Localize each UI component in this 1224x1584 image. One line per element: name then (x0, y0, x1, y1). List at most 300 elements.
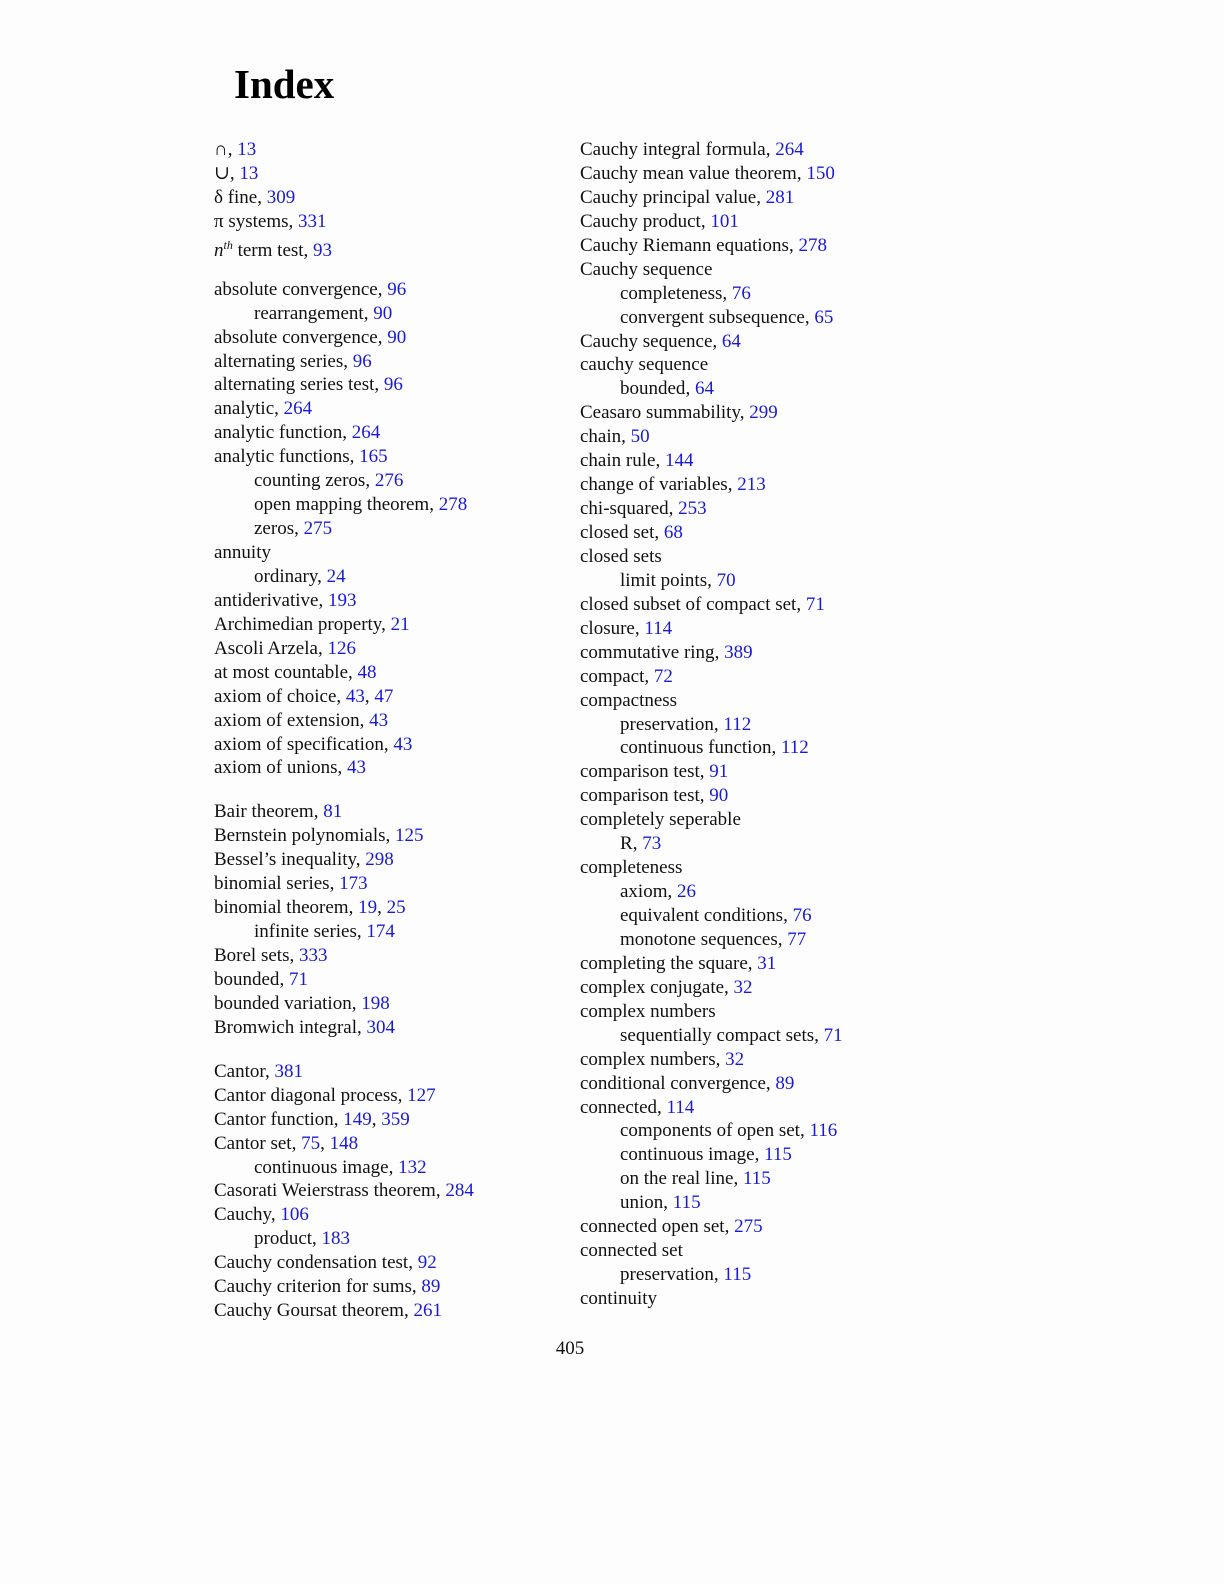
page-link[interactable]: 32 (725, 1048, 745, 1070)
index-entry (580, 760, 980, 784)
index-entry (580, 330, 980, 354)
page-link[interactable]: 81 (323, 801, 343, 823)
index-separator: , (747, 952, 758, 974)
index-term: absolute convergence (214, 278, 378, 300)
index-entry (214, 1251, 574, 1275)
page-link[interactable]: 132 (398, 1156, 427, 1178)
index-term: Cauchy (214, 1204, 271, 1226)
index-term-tail: term test (232, 239, 304, 261)
index-term: antiderivative (214, 589, 319, 611)
page-link[interactable]: 309 (266, 186, 296, 208)
index-subentry (580, 282, 980, 306)
index-title: Index (234, 61, 335, 107)
page-link[interactable]: 264 (351, 422, 381, 444)
page-link[interactable]: 47 (374, 685, 394, 707)
index-subentry (580, 1167, 980, 1191)
page-link[interactable]: 115 (742, 1168, 771, 1190)
index-term: axiom of unions (214, 757, 338, 779)
index-separator: , (288, 210, 299, 232)
index-separator: , (771, 737, 781, 759)
index-entry (580, 186, 980, 210)
index-separator: , (668, 498, 679, 520)
index-entry (214, 397, 574, 421)
index-separator: , (294, 518, 304, 540)
index-term: rearrangement (254, 302, 364, 324)
index-separator: , (355, 849, 366, 871)
index-separator: , (707, 569, 717, 591)
index-separator: , (318, 589, 328, 611)
page-link[interactable]: 198 (361, 992, 390, 1014)
index-term: Cauchy integral formula (580, 139, 766, 160)
page-link[interactable]: 50 (630, 426, 650, 448)
index-entry (214, 1299, 574, 1323)
index-term: Casorati Weierstrass theorem (214, 1180, 436, 1202)
page-link[interactable]: 115 (764, 1144, 792, 1166)
index-separator: , (343, 350, 353, 372)
page-link[interactable]: 71 (823, 1024, 843, 1046)
page-link[interactable]: 112 (723, 713, 752, 735)
page-link[interactable]: 21 (390, 613, 410, 635)
index-entry (580, 425, 980, 449)
index-entry (580, 617, 980, 641)
index-entry (214, 589, 574, 613)
index-term: continuous function (620, 737, 772, 759)
index-term: alternating series test (214, 374, 375, 396)
index-column-left (214, 138, 574, 1323)
index-term: analytic function (214, 422, 343, 444)
page-link[interactable]: 381 (274, 1060, 303, 1082)
index-entry (214, 1132, 574, 1156)
page-link[interactable]: 43 (369, 709, 389, 731)
page-link[interactable]: 115 (723, 1264, 752, 1286)
index-term: comparison test (580, 761, 700, 783)
index-separator: , (337, 757, 347, 779)
page-link[interactable]: 278 (798, 234, 827, 256)
page-link[interactable]: 333 (298, 945, 328, 966)
index-separator: , (351, 992, 362, 1014)
index-separator: , (257, 186, 267, 208)
index-term: analytic (214, 398, 275, 420)
index-term: ∪ (214, 162, 230, 184)
page-link[interactable]: 126 (327, 637, 356, 659)
index-separator: , (313, 801, 324, 823)
index-term: continuous image (254, 1156, 389, 1178)
page-link[interactable]: 253 (678, 498, 707, 520)
index-term: ordinary (254, 565, 318, 587)
page-link[interactable]: 276 (374, 470, 404, 492)
index-term: Cauchy criterion for sums (214, 1276, 412, 1298)
index-term: components of open set (620, 1120, 800, 1142)
index-term: bounded (620, 378, 686, 400)
index-entry (214, 1275, 574, 1299)
page-link[interactable]: 68 (663, 522, 683, 543)
index-entry (580, 353, 980, 377)
index-entry (580, 1287, 980, 1311)
page-link[interactable]: 92 (417, 1252, 437, 1274)
index-separator: , (722, 282, 732, 304)
index-separator: , (699, 785, 710, 807)
index-entry (580, 593, 980, 617)
index-term: conditional convergence (580, 1072, 766, 1094)
index-entry (214, 1203, 574, 1227)
index-separator: , (264, 1060, 275, 1082)
index-separator: , (388, 1156, 399, 1178)
index-subentry (580, 1119, 980, 1143)
index-separator: , (381, 613, 391, 635)
index-term: zeros (254, 518, 295, 540)
index-term: analytic functions (214, 446, 350, 468)
index-entry (214, 373, 574, 397)
index-term: Cauchy principal value (580, 186, 757, 208)
index-subentry (580, 832, 980, 856)
index-term: compactness (580, 689, 678, 711)
index-separator: , (699, 761, 710, 783)
index-separator: , (229, 162, 240, 184)
index-entry (214, 162, 574, 186)
page-link[interactable]: 31 (757, 952, 777, 974)
page-link[interactable]: 72 (653, 665, 673, 687)
index-separator: , (714, 641, 725, 663)
page-link[interactable]: 90 (709, 785, 729, 807)
page-link[interactable]: 173 (339, 873, 368, 895)
index-entry (214, 661, 574, 685)
index-entry (214, 709, 574, 733)
index-entry (580, 784, 980, 808)
index-term: union (620, 1192, 664, 1214)
index-separator: , (739, 402, 750, 424)
index-term: at most countable (214, 661, 349, 683)
index-term: cauchy sequence (580, 354, 709, 376)
index-term: Cauchy sequence (580, 330, 713, 352)
page-link[interactable]: 114 (644, 617, 673, 639)
page-link[interactable]: 115 (672, 1192, 701, 1214)
index-separator: , (799, 1120, 810, 1142)
index-entry (580, 138, 980, 162)
index-entry (214, 613, 574, 637)
index-entry (214, 1016, 574, 1040)
index-separator: , (685, 378, 695, 400)
index-subentry (580, 736, 980, 760)
index-term: Cauchy Riemann equations (580, 234, 789, 256)
index-separator: , (342, 422, 352, 444)
page-link[interactable]: 76 (731, 282, 751, 304)
index-term: continuity (580, 1288, 658, 1309)
index-separator: , (317, 637, 328, 659)
index-separator: , (371, 1108, 382, 1130)
index-subentry (214, 302, 574, 326)
page-link[interactable]: 13 (237, 139, 257, 160)
page-link[interactable]: 101 (710, 210, 739, 232)
page-link[interactable]: 75 (301, 1132, 321, 1154)
index-subentry (580, 880, 980, 904)
index-term: axiom of extension (214, 709, 360, 731)
index-separator: , (385, 825, 396, 847)
index-separator: , (727, 474, 738, 496)
page-link[interactable]: 106 (280, 1204, 309, 1226)
index-term: completing the square (580, 952, 748, 974)
index-separator: , (270, 1204, 281, 1226)
page-link[interactable]: 71 (805, 593, 825, 615)
index-subentry (214, 1156, 574, 1180)
index-entry (214, 848, 574, 872)
page-link[interactable]: 64 (721, 330, 741, 352)
page-link[interactable]: 73 (642, 833, 662, 855)
page-link[interactable]: 264 (775, 139, 804, 160)
index-separator: , (348, 897, 359, 919)
index-separator: , (397, 1084, 408, 1106)
page-link[interactable]: 76 (792, 905, 812, 926)
index-separator: , (765, 139, 776, 160)
index-entry (214, 350, 574, 374)
index-separator: , (644, 665, 654, 687)
page-link[interactable]: 299 (749, 402, 778, 424)
index-separator: , (733, 1168, 743, 1190)
index-term: closed subset of compact set (580, 593, 797, 615)
index-entry (214, 234, 574, 261)
index-term: completeness (580, 857, 683, 879)
page-link[interactable]: 183 (321, 1228, 351, 1250)
page-link[interactable]: 213 (737, 474, 766, 496)
index-separator: , (374, 374, 384, 396)
index-separator: , (357, 1016, 367, 1038)
index-separator: , (329, 873, 340, 895)
index-entry (580, 210, 980, 234)
index-separator: , (320, 1132, 330, 1154)
index-term: change of variables (580, 474, 728, 496)
index-term: δ fine (214, 186, 258, 208)
index-term: open mapping theorem (254, 494, 430, 516)
index-term-superscript: th (223, 237, 233, 252)
index-separator: , (312, 1228, 322, 1250)
index-term: Bair theorem (214, 801, 314, 823)
page-link[interactable]: 148 (329, 1132, 359, 1154)
index-separator: , (365, 470, 375, 492)
index-separator: , (363, 302, 374, 324)
page-link[interactable]: 65 (814, 306, 834, 328)
index-subentry (580, 569, 980, 593)
page-link[interactable]: 389 (724, 641, 753, 663)
index-separator: , (317, 565, 327, 587)
index-separator: , (667, 881, 677, 903)
index-term: π systems (214, 210, 289, 232)
page-link[interactable]: 32 (733, 976, 753, 998)
index-term: completely seperable (580, 809, 741, 831)
index-entry (214, 1060, 574, 1084)
index-term: Cauchy sequence (580, 258, 713, 280)
index-term: closure (580, 617, 635, 639)
page-link[interactable]: 43 (345, 685, 365, 707)
index-entry (580, 1215, 980, 1239)
index-separator: , (403, 1300, 414, 1322)
page-link[interactable]: 89 (775, 1072, 795, 1094)
page-link[interactable]: 13 (239, 162, 259, 184)
page-link[interactable]: 193 (327, 589, 357, 611)
index-separator: , (364, 685, 375, 707)
index-term: Bessel’s inequality (214, 849, 356, 871)
index-separator: , (291, 1132, 302, 1154)
page-link[interactable]: 77 (787, 928, 807, 950)
index-entry (580, 1239, 980, 1263)
index-separator: , (804, 306, 815, 328)
page-link[interactable]: 112 (780, 737, 809, 759)
page-link[interactable]: 70 (716, 569, 736, 591)
index-separator: , (621, 426, 631, 448)
page-link[interactable]: 125 (395, 825, 424, 847)
index-separator: , (274, 398, 284, 420)
index-separator: , (655, 450, 665, 472)
index-term: completeness (620, 282, 723, 304)
index-term: preservation (620, 713, 714, 735)
page-link[interactable]: 150 (806, 162, 835, 184)
page-link[interactable]: 275 (303, 518, 333, 540)
index-term: bounded (214, 968, 280, 990)
index-term: infinite series (254, 921, 357, 943)
index-term: on the real line (620, 1168, 734, 1190)
page-link[interactable]: 127 (407, 1084, 436, 1106)
index-entry (214, 685, 574, 709)
page-link[interactable]: 43 (347, 757, 366, 779)
index-term: Ceasaro summability (580, 402, 740, 424)
index-separator: , (348, 661, 358, 683)
page-link[interactable]: 48 (357, 661, 377, 683)
index-separator: , (700, 210, 711, 232)
page-link[interactable]: 284 (445, 1180, 474, 1202)
index-entry (214, 1084, 574, 1108)
index-column-right (580, 138, 980, 1311)
index-separator: , (303, 239, 314, 261)
index-separator: , (377, 278, 388, 300)
page-link[interactable]: 261 (413, 1300, 442, 1322)
index-entry (214, 896, 574, 920)
index-entry (214, 445, 574, 469)
index-entry (214, 1179, 574, 1203)
page-link[interactable]: 281 (765, 186, 795, 208)
index-separator: , (408, 1252, 418, 1274)
index-term: limit points (620, 569, 708, 591)
index-group-gap (214, 780, 574, 800)
index-term: Cantor set (214, 1132, 292, 1154)
page-link[interactable]: 96 (387, 278, 407, 300)
page-link[interactable]: 19 (358, 897, 378, 919)
index-term: Borel sets (214, 945, 290, 966)
index-term: closed sets (580, 545, 662, 567)
page-link[interactable]: 149 (343, 1108, 372, 1130)
index-separator: , (724, 1216, 735, 1238)
index-entry (580, 258, 980, 282)
page-link[interactable]: 26 (677, 881, 696, 903)
page-link[interactable]: 71 (288, 968, 308, 990)
page-link[interactable]: 116 (809, 1120, 838, 1142)
index-term: preservation (620, 1264, 714, 1286)
index-term: chain rule (580, 450, 656, 472)
page-link[interactable]: 304 (366, 1016, 395, 1038)
page-link[interactable]: 144 (664, 450, 694, 472)
page-link[interactable]: 25 (386, 897, 406, 919)
index-separator: , (756, 186, 766, 208)
index-entry (580, 1000, 980, 1024)
index-separator: , (715, 1048, 726, 1070)
index-separator: , (279, 968, 289, 990)
page-link[interactable]: 331 (298, 210, 327, 232)
index-subentry (214, 517, 574, 541)
index-entry (580, 234, 980, 258)
index-term: product (254, 1228, 313, 1250)
page-link[interactable]: 43 (393, 733, 413, 755)
index-term: connected open set (580, 1216, 725, 1238)
page-link[interactable]: 359 (381, 1108, 410, 1130)
index-term: alternating series (214, 350, 344, 372)
index-term: connected set (580, 1240, 683, 1262)
index-subentry (580, 904, 980, 928)
index-term: axiom of choice (214, 685, 337, 707)
page-link[interactable]: 96 (352, 350, 372, 372)
index-entry (214, 968, 574, 992)
page-link[interactable]: 278 (438, 494, 468, 516)
index-subentry (580, 1024, 980, 1048)
page-link[interactable]: 91 (709, 761, 729, 783)
index-entry (580, 1072, 980, 1096)
page-link[interactable]: 64 (694, 378, 714, 400)
page-link[interactable]: 174 (366, 921, 395, 943)
index-separator: , (383, 733, 394, 755)
page-link[interactable]: 96 (383, 374, 403, 396)
index-term: Cauchy mean value theorem (580, 162, 797, 184)
index-separator: , (227, 139, 238, 160)
index-term: bounded variation (214, 992, 352, 1014)
index-term: binomial series (214, 873, 330, 895)
page-link[interactable]: 93 (313, 239, 333, 261)
index-entry (580, 473, 980, 497)
page-link[interactable]: 90 (387, 326, 407, 348)
index-separator: , (377, 897, 387, 919)
index-separator: , (336, 685, 346, 707)
index-term: annuity (214, 542, 271, 563)
index-term: Bernstein polynomials (214, 825, 386, 847)
index-term: Bromwich integral (214, 1016, 357, 1038)
page-link[interactable]: 114 (666, 1096, 695, 1118)
page-link[interactable]: 264 (283, 398, 313, 420)
page-link[interactable]: 24 (326, 565, 346, 587)
page-link[interactable]: 298 (365, 849, 394, 871)
index-separator: , (765, 1072, 776, 1094)
index-separator: , (349, 446, 360, 468)
index-separator: , (663, 1192, 673, 1214)
index-term: R (620, 833, 633, 855)
index-term: Cauchy product (580, 210, 701, 232)
index-subentry (580, 1263, 980, 1287)
index-entry (214, 992, 574, 1016)
index-separator: , (359, 709, 370, 731)
index-entry (214, 138, 574, 162)
page-number: 405 (555, 1338, 585, 1359)
page-link[interactable]: 90 (373, 302, 393, 324)
index-separator: , (634, 617, 645, 639)
index-subentry (580, 928, 980, 952)
page-link[interactable]: 275 (734, 1216, 763, 1238)
index-term: absolute convergence (214, 326, 378, 348)
index-term: Cantor function (214, 1108, 334, 1130)
index-subentry (214, 493, 574, 517)
index-entry (580, 497, 980, 521)
index-term: complex conjugate (580, 976, 725, 998)
index-separator: , (796, 162, 807, 184)
index-term: axiom (620, 881, 668, 903)
page-link[interactable]: 89 (421, 1276, 441, 1298)
index-subentry (580, 306, 980, 330)
index-separator: , (712, 330, 722, 352)
page-link[interactable]: 165 (359, 446, 388, 468)
index-entry (580, 545, 980, 569)
